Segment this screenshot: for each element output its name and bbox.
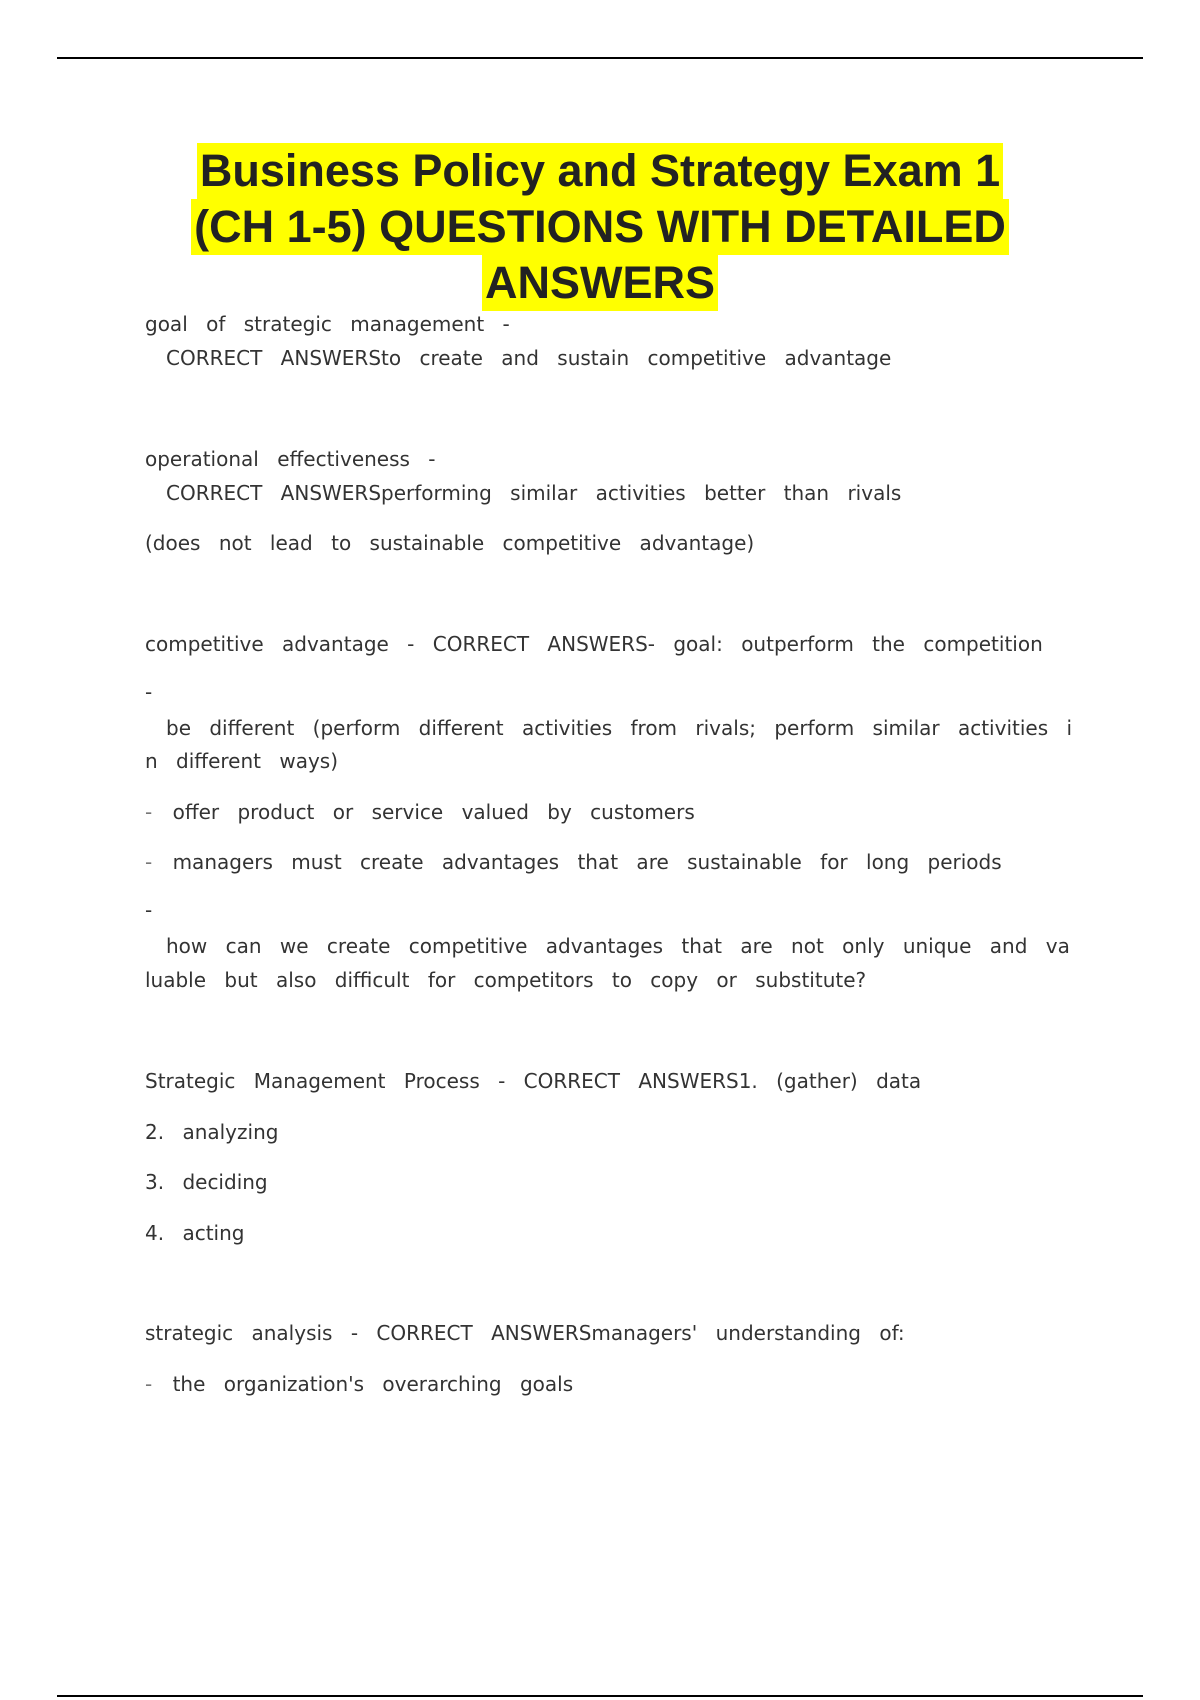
title-line-2: (CH 1-5) QUESTIONS WITH DETAILED	[191, 199, 1009, 255]
document-title	[100, 143, 1100, 311]
answer-operational-effectiveness: CORRECT ANSWERSperforming similar activities better than rivals	[166, 481, 902, 505]
term-competitive-advantage: competitive advantage - CORRECT ANSWERS- goal: outperform the competition	[145, 632, 1043, 656]
step-4: 4. acting	[145, 1221, 245, 1245]
note-operational-effectiveness: (does not lead to sustainable competitive advantage)	[145, 531, 755, 555]
term-strategic-management-process: Strategic Management Process - CORRECT ANSWERS1. (gather) data	[145, 1069, 922, 1093]
bullet-dash: -	[145, 898, 153, 922]
dash-marker: -	[145, 1372, 153, 1396]
list-item-text: the organization's overarching goals	[172, 1372, 574, 1396]
term-strategic-analysis: strategic analysis - CORRECT ANSWERSmanagers' understanding of:	[145, 1321, 905, 1345]
list-item-be-different: be different (perform different activities from rivals; perform similar activities i	[166, 716, 1073, 740]
title-line-1: Business Policy and Strategy Exam 1	[197, 143, 1003, 199]
bottom-rule	[57, 1695, 1143, 1697]
title-line-3: ANSWERS	[482, 255, 718, 311]
step-2: 2. analyzing	[145, 1120, 279, 1144]
term-operational-effectiveness: operational effectiveness -	[145, 447, 436, 471]
step-3: 3. deciding	[145, 1170, 268, 1194]
list-item-overarching-goals	[145, 1372, 573, 1396]
list-item-managers-must	[145, 850, 1002, 874]
list-item-how-can-we-cont: luable but also difficult for competitors to copy or substitute?	[145, 968, 867, 992]
bullet-dash: -	[145, 680, 153, 704]
list-item-offer-product	[145, 800, 695, 824]
term-goal-of-strategic-management: goal of strategic management -	[145, 312, 510, 336]
list-item-text: managers must create advantages that are sustainable for long periods	[172, 850, 1002, 874]
dash-marker: -	[145, 850, 153, 874]
list-item-be-different-cont: n different ways)	[145, 749, 339, 773]
list-item-how-can-we: how can we create competitive advantages that are not only unique and va	[166, 934, 1070, 958]
dash-marker: -	[145, 800, 153, 824]
top-rule	[57, 57, 1143, 59]
list-item-text: offer product or service valued by customers	[172, 800, 695, 824]
answer-goal-of-strategic-management: CORRECT ANSWERSto create and sustain competitive advantage	[166, 346, 892, 370]
